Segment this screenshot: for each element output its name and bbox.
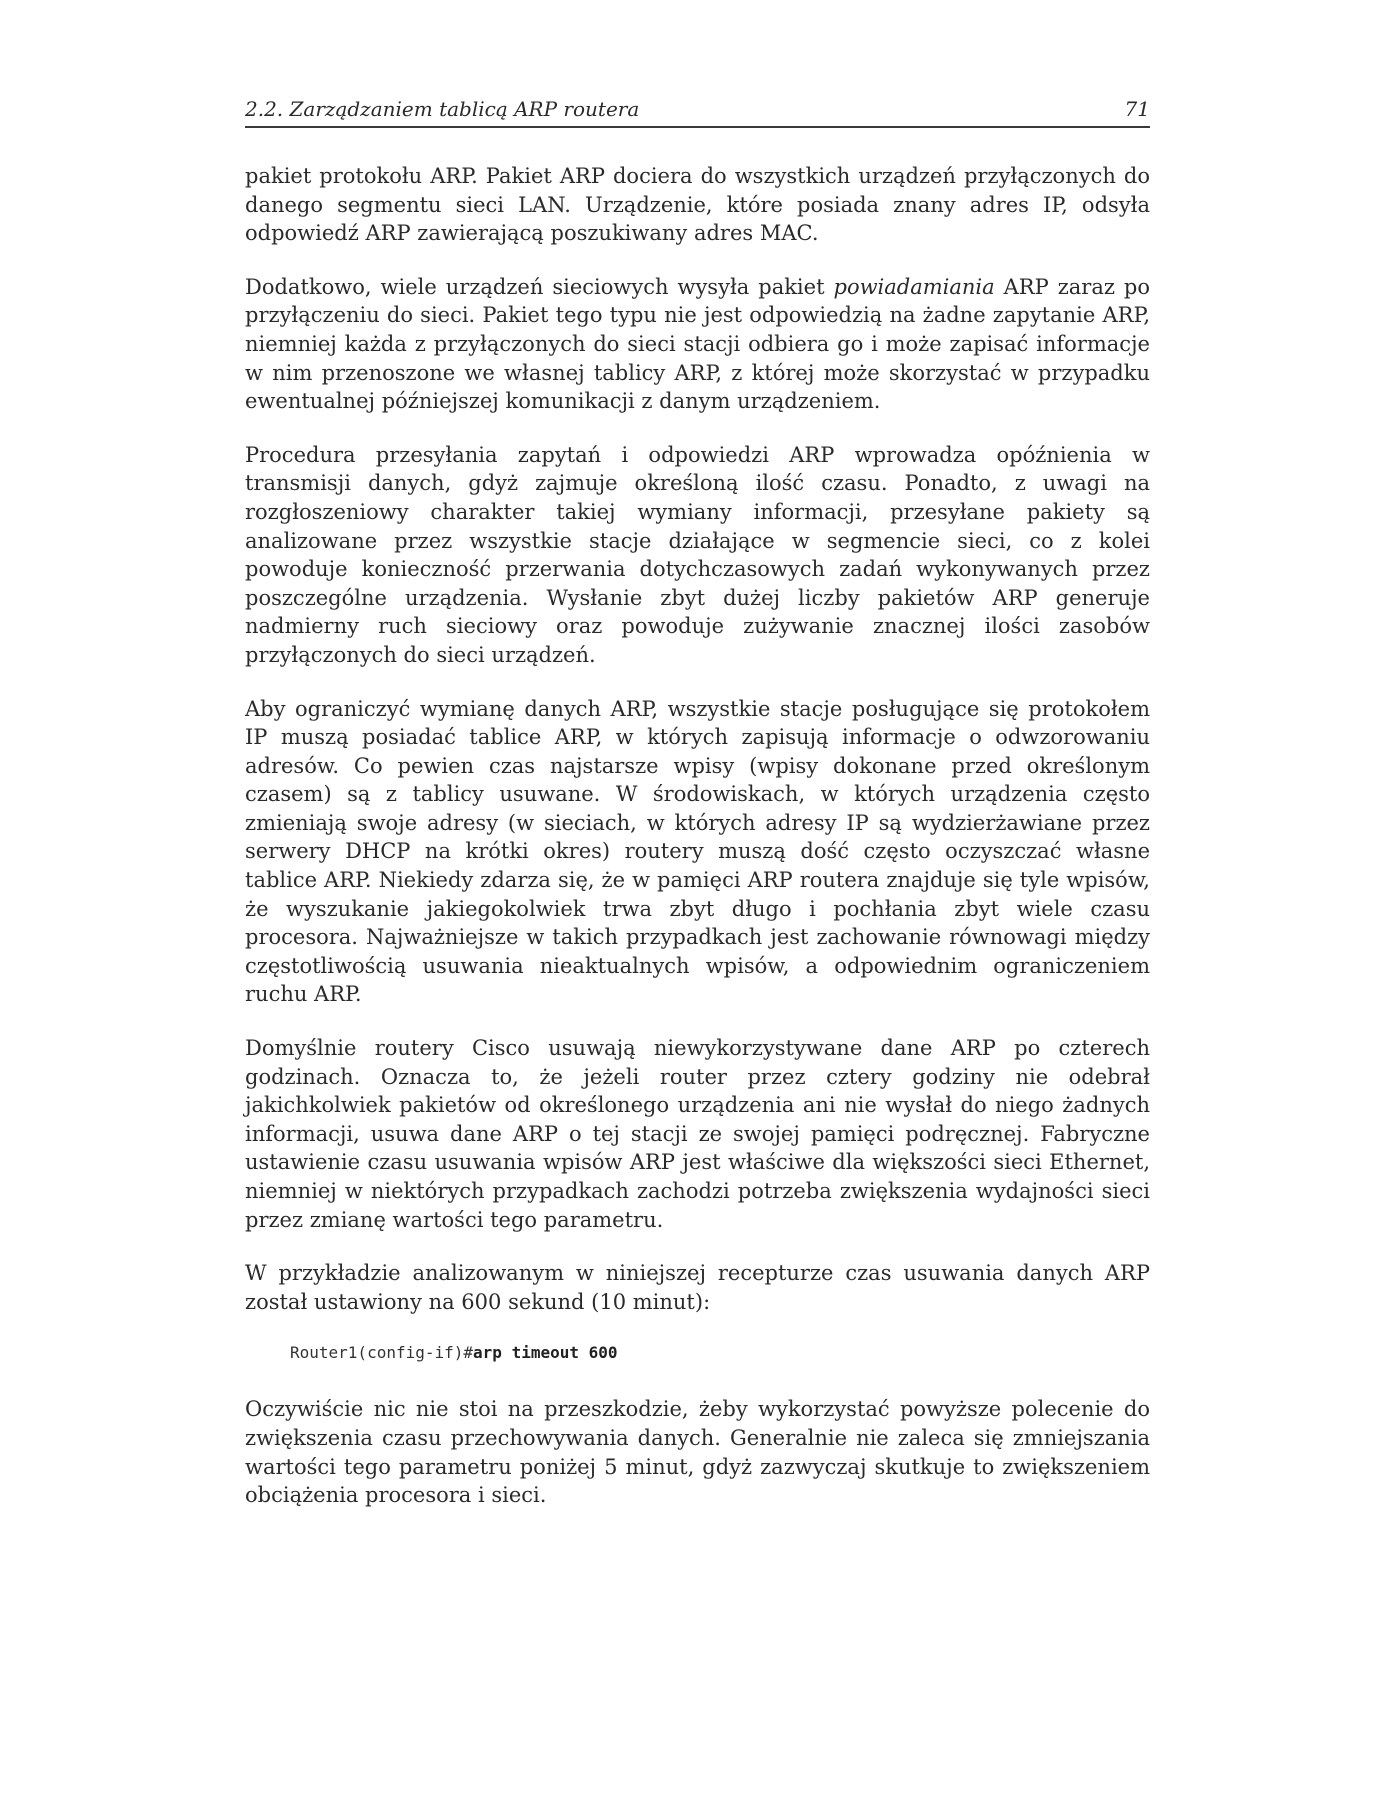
paragraph-5: Domyślnie routery Cisco usuwają niewykorzystywane dane ARP po czterech godzinach. Oznacza to, że jeżeli router przez cztery godziny nie odebrał jakichkolwiek pakietów od określonego urządzenia ani nie wysłał do niego żadnych informacji, usuwa dane ARP o tej stacji ze swojej pamięci podręcznej. Fabryczne ustawienie czasu usuwania wpisów ARP jest właściwe dla większości sieci Ethernet, niemniej w niektórych przypadkach zachodzi potrzeba zwiększenia wydajności sieci przez zmianę wartości tego parametru. bbox=[245, 1036, 1150, 1232]
page-number: 71 bbox=[1124, 97, 1150, 121]
paragraph-6: W przykładzie analizowanym w niniejszej recepturze czas usuwania danych ARP został ustawiony na 600 sekund (10 minut): bbox=[245, 1261, 1150, 1314]
paragraph-3: Procedura przesyłania zapytań i odpowiedzi ARP wprowadza opóźnienia w transmisji danych, gdyż zajmuje określoną ilość czasu. Ponadto, z uwagi na rozgłoszeniowy charakter takiej wymiany informacji, przesyłane pakiety są analizowane przez wszystkie stacje działające w segmencie sieci, co z kolei powoduje konieczność przerwania dotychczasowych zadań wykonywanych przez poszczególne urządzenia. Wysłanie zbyt dużej liczby pakietów ARP generuje nadmierny ruch sieciowy oraz powoduje zużywanie znacznej ilości zasobów przyłączonych do sieci urządzeń. bbox=[245, 442, 1150, 667]
running-header bbox=[245, 96, 1150, 128]
code-command: arp timeout 600 bbox=[473, 1343, 618, 1363]
paragraph-1: pakiet protokołu ARP. Pakiet ARP dociera do wszystkich urządzeń przyłączonych do danego segmentu sieci LAN. Urządzenie, które posiada znany adres IP, odsyła odpowiedź ARP zawierającą poszukiwany adres MAC. bbox=[245, 164, 1150, 246]
paragraph-2 bbox=[245, 273, 1150, 416]
paragraph-2-end: ARP zaraz po przyłączeniu do sieci. Pakiet tego typu nie jest odpowiedzią na żadne zapytanie ARP, niemniej każda z przyłączonych do sieci stacji odbiera go i może zapisać informacje w nim przenoszone we własnej tablicy ARP, z której może skorzystać w przypadku ewentualnej późniejszej komunikacji z danym urządzeniem. bbox=[245, 274, 1150, 414]
code-example bbox=[290, 1341, 1150, 1365]
emphasized-term: powiadamiania bbox=[833, 274, 995, 299]
code-prompt: Router1(config-if)# bbox=[290, 1343, 474, 1363]
paragraph-7: Oczywiście nic nie stoi na przeszkodzie, żeby wykorzystać powyższe polecenie do zwiększenia czasu przechowywania danych. Generalnie nie zaleca się zmniejszania wartości tego parametru poniżej 5 minut, gdyż zazwyczaj skutkuje to zwiększeniem obciążenia procesora i sieci. bbox=[245, 1397, 1150, 1508]
paragraph-2-start: Dodatkowo, wiele urządzeń sieciowych wysyła pakiet bbox=[245, 274, 834, 299]
body-text bbox=[245, 162, 1150, 1535]
chapter-title: 2.2. Zarządzaniem tablicą ARP routera bbox=[245, 97, 640, 121]
paragraph-4: Aby ograniczyć wymianę danych ARP, wszystkie stacje posługujące się protokołem IP muszą posiadać tablice ARP, w których zapisują informacje o odwzorowaniu adresów. Co pewien czas najstarsze wpisy (wpisy dokonane przed określonym czasem) są z tablicy usuwane. W środowiskach, w których urządzenia często zmieniają swoje adresy (w sieciach, w których adresy IP są wydzierżawiane przez serwery DHCP na krótki okres) routery muszą dość często oczyszczać własne tablice ARP. Niekiedy zdarza się, że w pamięci ARP routera znajduje się tyle wpisów, że wyszukanie jakiegokolwiek trwa zbyt długo i pochłania zbyt wiele czasu procesora. Najważniejsze w takich przypadkach jest zachowanie równowagi między częstotliwością usuwania nieaktualnych wpisów, a odpowiednim ograniczeniem ruchu ARP. bbox=[245, 696, 1150, 1007]
